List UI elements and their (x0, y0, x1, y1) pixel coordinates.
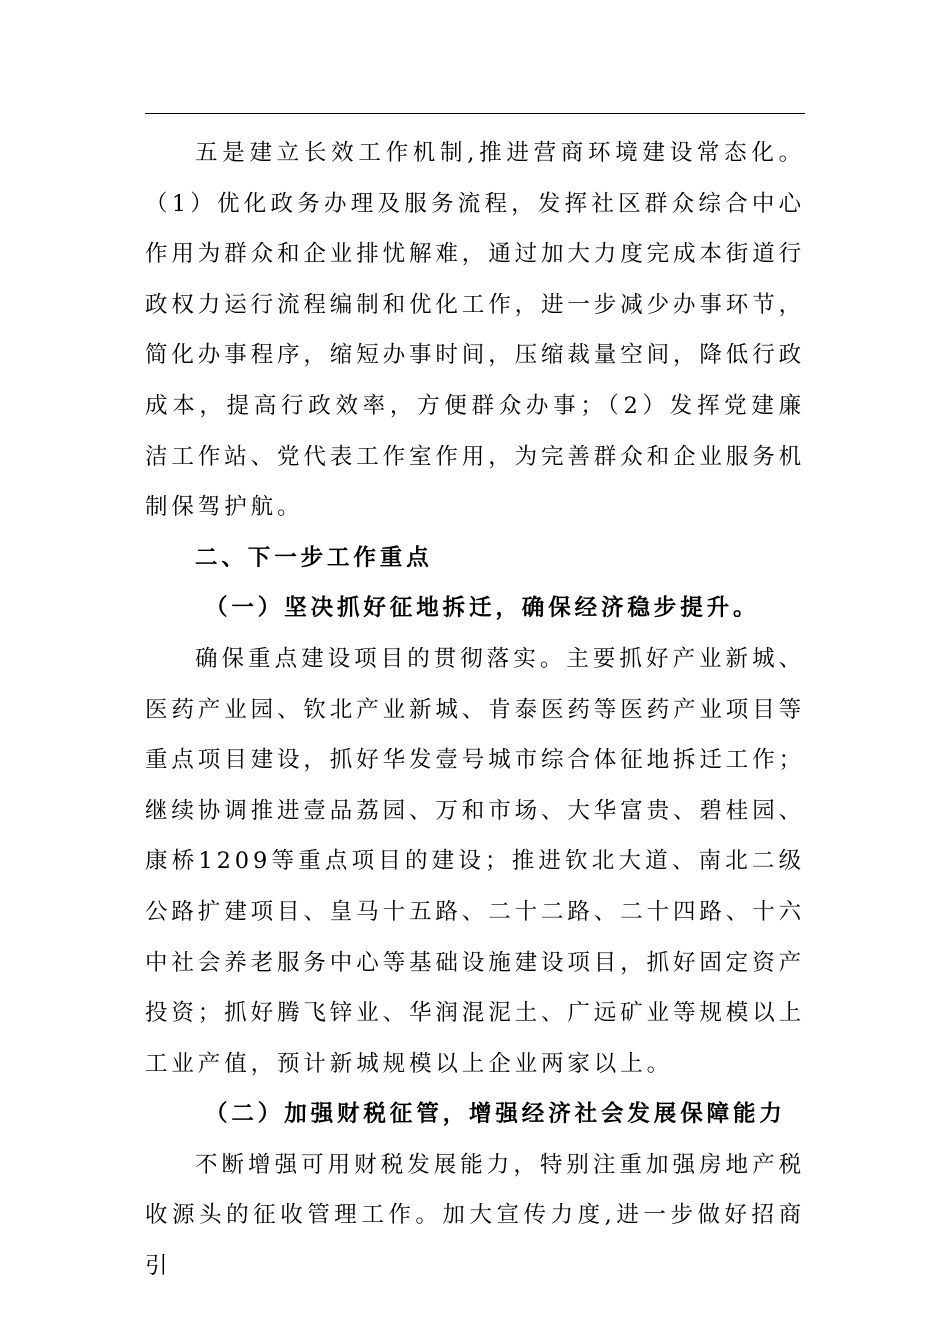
subheading-land-acquisition: （一）坚决抓好征地拆迁，确保经济稳步提升。 (205, 595, 760, 622)
paragraph-tax-capacity: 不断增强可用财税发展能力，特别注重加强房地产税收源头的征收管理工作。加大宣传力度,进一步做好招商引 (145, 1151, 805, 1280)
paragraph-business-environment: 五是建立长效工作机制,推进营商环境建设常态化。（1）优化政务办理及服务流程，发挥社区群众综合中心作用为群众和企业排忧解难，通过加大力度完成本街道行政权力运行流程编制和优化工作，进一步减少办事环节，简化办事程序，缩短办事时间，压缩裁量空间，降低行政成本，提高行政效率，方便群众办事；（2）发挥党建廉洁工作站、党代表工作室作用，为完善群众和企业服务机制保驾护航。 (145, 140, 806, 521)
document-body (145, 128, 805, 1292)
section-heading-next-steps: 二、下一步工作重点 (195, 544, 433, 571)
header-rule (145, 113, 805, 114)
paragraph-key-projects: 确保重点建设项目的贯彻落实。主要抓好产业新城、医药产业园、钦北产业新城、肯泰医药等医药产业项目等重点项目建设，抓好华发壹号城市综合体征地拆迁工作；继续协调推进壹品荔园、万和市场、大华富贵、碧桂园、康桥1209等重点项目的建设；推进钦北大道、南北二级公路扩建项目、皇马十五路、二十二路、二十四路、十六中社会养老服务中心等基础设施建设项目，抓好固定资产投资；抓好腾飞锌业、华润混泥土、广远矿业等规模以上工业产值，预计新城规模以上企业两家以上。 (145, 645, 806, 1077)
subheading-tax-administration: （二）加强财税征管，增强经济社会发展保障能力 (205, 1101, 786, 1128)
